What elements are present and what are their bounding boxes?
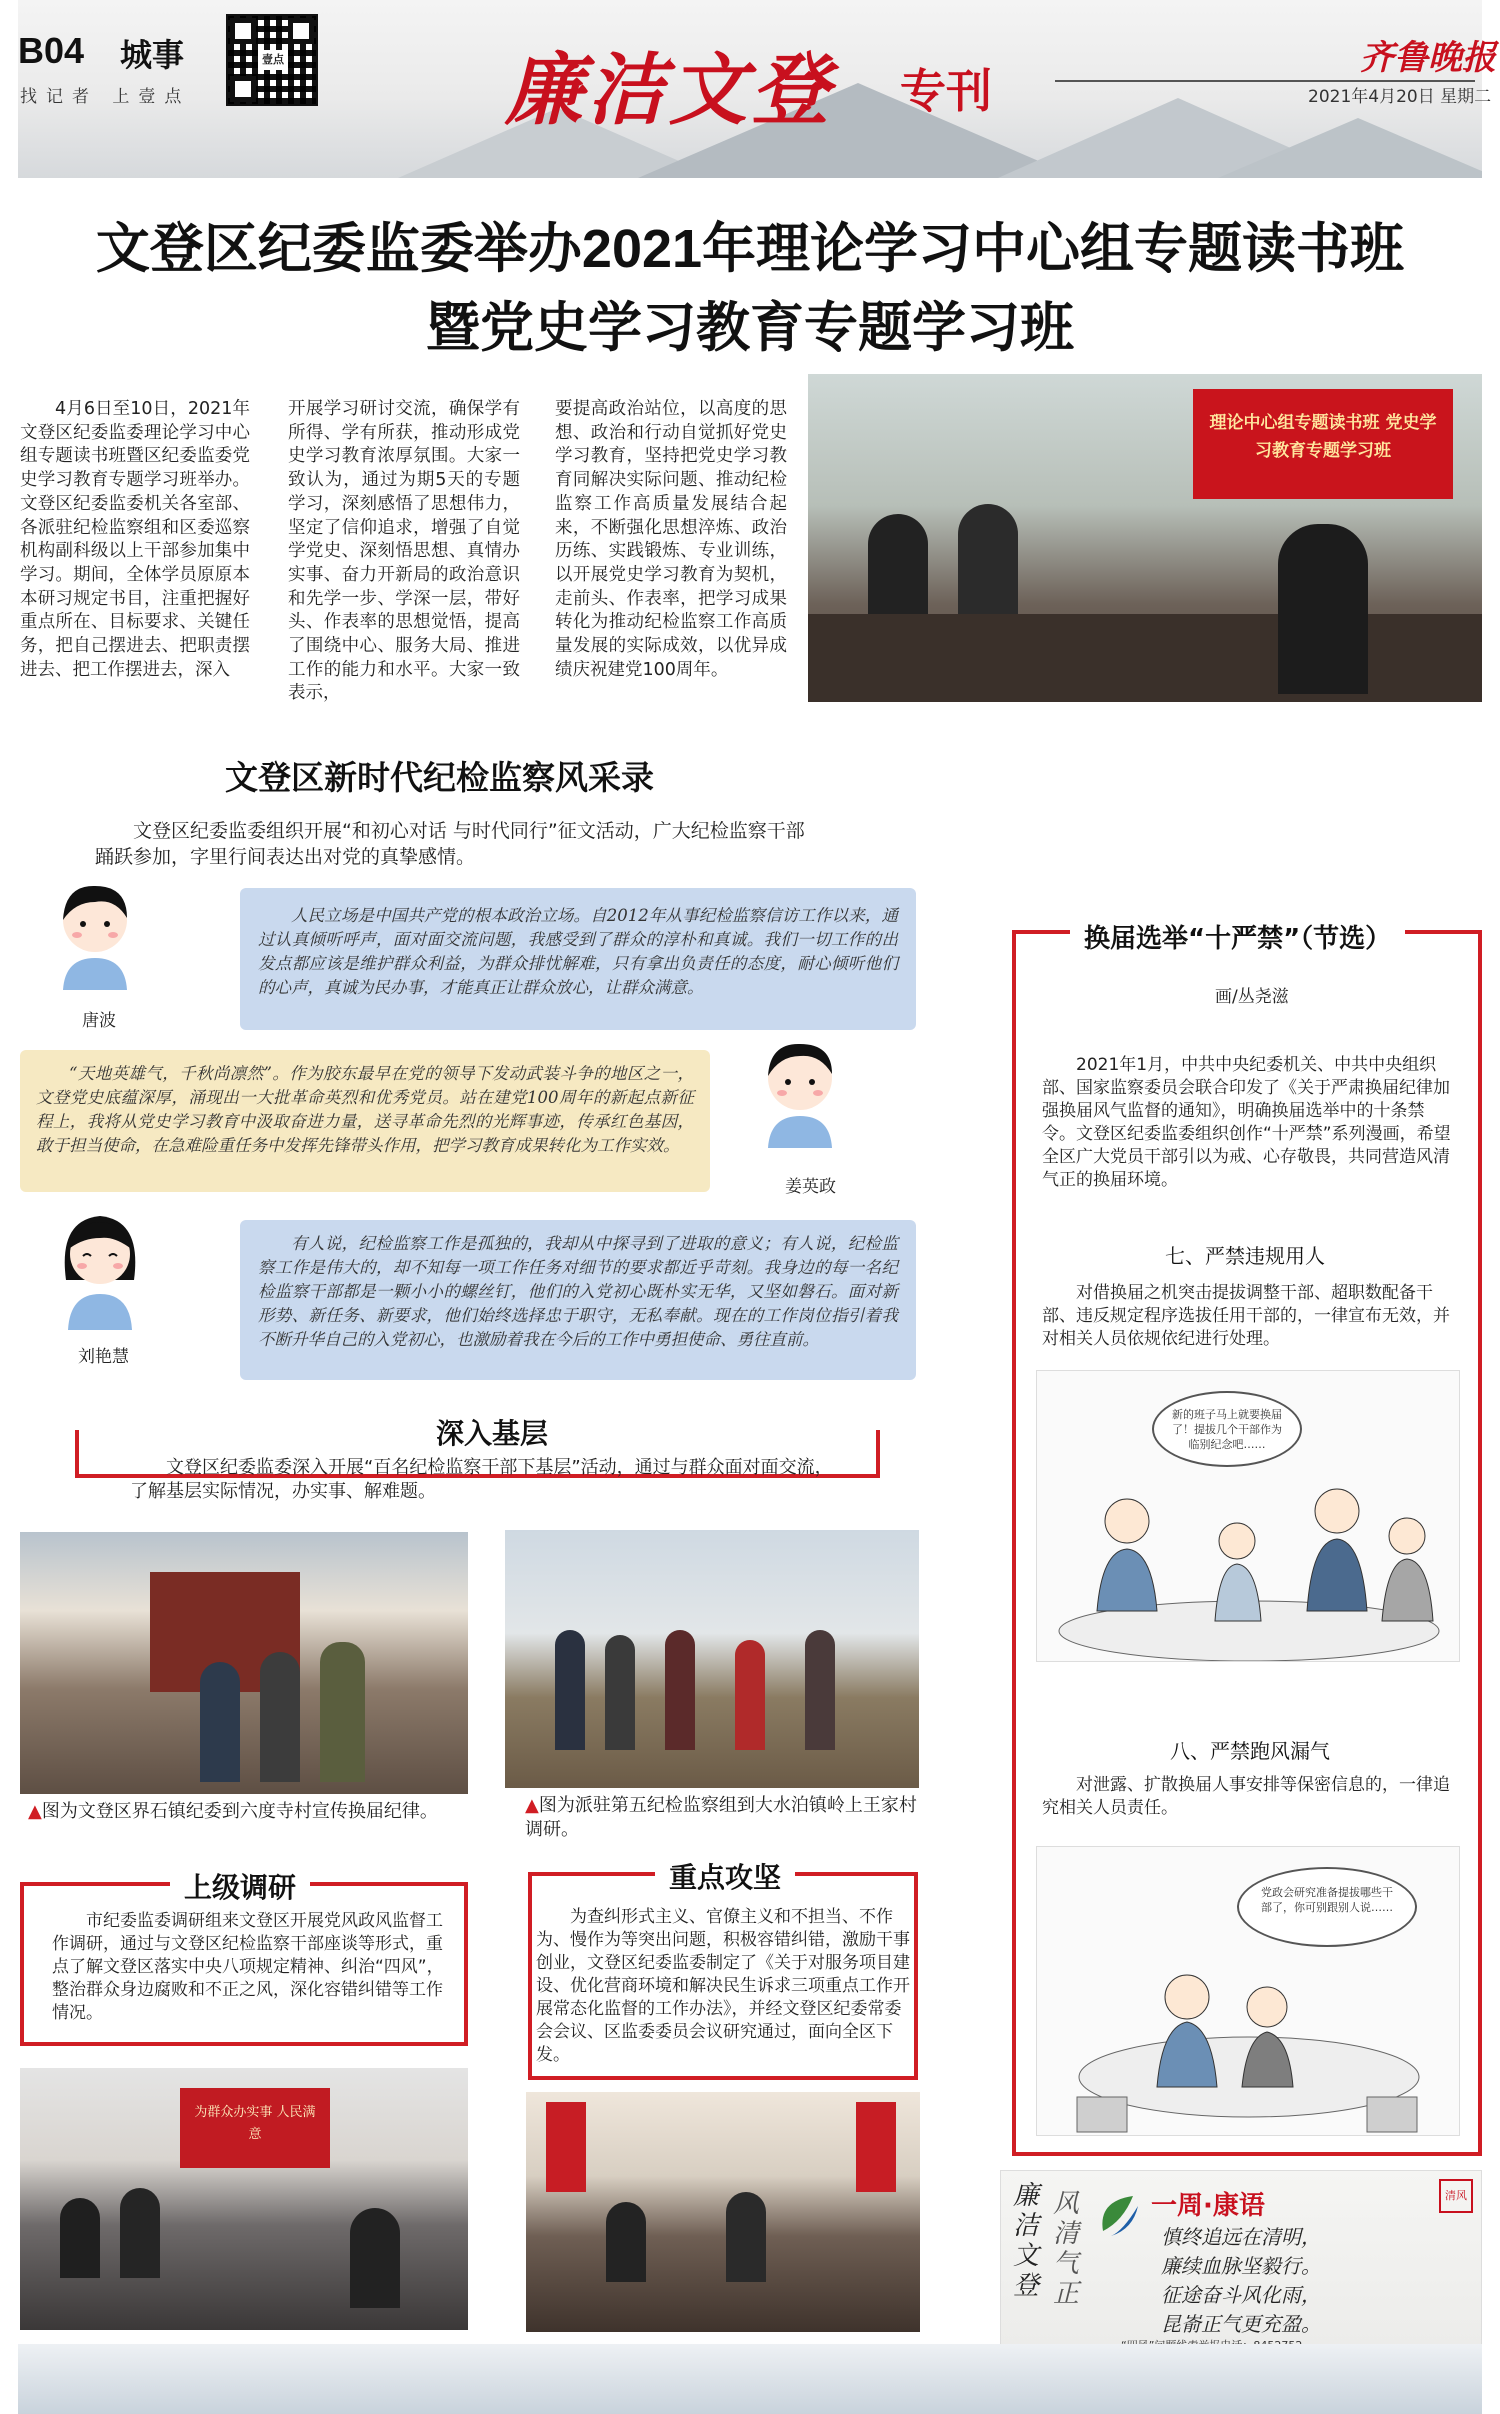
- qr-code[interactable]: [226, 14, 318, 106]
- weekly-calligraphy-1: 廉洁文登: [1013, 2181, 1040, 2301]
- grassroots-title: 深入基层: [420, 1412, 564, 1452]
- cartoon8-speech-bubble: 党政会研究准备提拔哪些干部了，你可别跟别人说……: [1237, 1867, 1417, 1947]
- item8-text: 对泄露、扩散换届人事安排等保密信息的，一律追究相关人员责任。: [1042, 1775, 1450, 1818]
- weekly-calligraphy-2: 风清气正: [1053, 2189, 1080, 2309]
- caption-photo-2-text: 图为派驻第五纪检监察组到大水泊镇岭上王家村调研。: [525, 1795, 917, 1840]
- section-name: 城事: [120, 36, 185, 74]
- grassroots-photo-2: [505, 1530, 919, 1788]
- cartoon8-drawing: [1037, 1927, 1461, 2137]
- study-session-photo: [808, 374, 1482, 702]
- person-name-jiangyingzheng: 姜英政: [785, 1177, 836, 1197]
- person-name-liuyanhui: 刘艳慧: [78, 1347, 129, 1367]
- poem-line-2: 廉续血脉坚毅行。: [1161, 2254, 1321, 2278]
- cartoon7-drawing: [1037, 1461, 1461, 1661]
- caption-photo-2: ▲图为派驻第五纪检监察组到大水泊镇岭上王家村调研。: [525, 1795, 917, 1840]
- article-column-3: 要提高政治站位，以高度的思想、政治和行动自觉抓好党史学习教育，坚持把党史学习教育同解决实际问题、推动纪检监察工作高质量发展结合起来，不断强化思想淬炼、政治历练、实践锻炼、专业训练，以开展党史学习教育为契机，走前头、作表率，把学习成果转化为推动纪检监察工作高质量发展的实际成效，以优异成绩庆祝建党100周年。: [555, 399, 787, 680]
- sidebar-intro: 2021年1月，中共中央纪委机关、中共中央组织部、国家监察委员会联合印发了《关于严肃换届纪律加强换届风气监督的通知》，明确换届选举中的十条禁令。文登区纪委监委组织创作“十严禁”系列漫画，希望全区广大党员干部引以为戒、心存敬畏，共同营造风清气正的换届环境。: [1042, 1055, 1451, 1190]
- leaf-logo-icon: [1093, 2191, 1143, 2241]
- avatar-jiangyingzheng: [760, 1038, 840, 1148]
- masthead-title: 廉洁文登: [505, 45, 834, 136]
- footer-background: [18, 2344, 1482, 2414]
- caption-photo-1-text: 图为文登区界石镇纪委到六度寺村宣传换届纪律。: [41, 1801, 438, 1822]
- caption-photo-1: ▲图为文登区界石镇纪委到六度寺村宣传换届纪律。: [28, 1801, 438, 1822]
- item7-title: 七、严禁违规用人: [1165, 1244, 1325, 1268]
- poem-line-4: 昆嵛正气更充盈。: [1161, 2312, 1321, 2336]
- tackle-title: 重点攻坚: [655, 1856, 795, 1896]
- quote-liuyanhui: 有人说，纪检监察工作是孤独的，我却从中探寻到了进取的意义；有人说，纪检监察工作是伟大的，却不知每一项工作任务对细节的要求都近乎苛刻。我身边的每一名纪检监察干部都是一颗小小的螺丝钉，他们的入党初心既朴实无华，又坚如磐石。面对新形势、新任务、新要求，他们始终选择忠于职守，无私奉献。现在的工作岗位指引着我不断升华自己的入党初心，也激励着我在今后的工作中勇担使命、勇往直前。: [240, 1220, 916, 1380]
- newspaper-brand: 齐鲁晚报: [1360, 38, 1496, 78]
- headline-line-2: 暨党史学习教育专题学习班: [426, 296, 1074, 359]
- item7-text: 对借换届之机突击提拔调整干部、超职数配备干部、违反规定程序选拔任用干部的，一律宣布无效，并对相关人员依规依纪进行处理。: [1042, 1283, 1450, 1349]
- cartoon-item7: [1036, 1370, 1460, 1662]
- cartoon7-speech-bubble: 新的班子马上就要换届了！提拔几个干部作为临别纪念吧……: [1152, 1391, 1302, 1467]
- avatar-liuyanhui: [58, 1210, 142, 1330]
- research-photo-banner: 为群众办实事 人民满意: [180, 2088, 330, 2168]
- person-name-tangbo: 唐波: [82, 1011, 116, 1031]
- weekly-poem: [1161, 2223, 1321, 2339]
- slogan: 找记者 上壹点: [20, 87, 191, 107]
- page-number: B04: [18, 30, 85, 71]
- poem-line-3: 征途奋斗风化雨，: [1161, 2283, 1321, 2307]
- article-column-2: 开展学习研讨交流，确保学有所得、学有所获，推动形成党史学习教育浓厚氛围。大家一致认为，通过为期5天的专题学习，深刻感悟了思想伟力，坚定了信仰追求，增强了自觉学党史、深刻悟思想、真情办实事、奋力开新局的政治意识和先学一步、学深一层，带好头、作表率的思想觉悟，提高了围绕中心、服务大局、推进工作的能力和水平。大家一致表示，: [288, 399, 520, 704]
- poem-line-1: 慎终追远在清明，: [1161, 2225, 1321, 2249]
- tackle-photo: [526, 2092, 920, 2332]
- weekly-seal: 清风: [1439, 2179, 1473, 2213]
- quote-tangbo: 人民立场是中国共产党的根本政治立场。自2012年从事纪检监察信访工作以来，通过认真倾听呼声，面对面交流问题，我感受到了群众的淳朴和真诚。我们一切工作的出发点都应该是维护群众利益，为群众排忧解难，只有拿出负责任的态度，耐心倾听他们的心声，真诚为民办事，才能真正让群众放心，让群众满意。: [240, 888, 916, 1030]
- issue-date: 2021年4月20日 星期二: [1308, 87, 1492, 107]
- photo-banner: 理论中心组专题读书班 党史学习教育专题学习班: [1193, 389, 1453, 499]
- sidebar-title: 换届选举“十严禁”（节选）: [1070, 918, 1405, 955]
- tackle-text: 为查纠形式主义、官僚主义和不担当、不作为、慢作为等突出问题，积极容错纠错，激励干事创业，文登区纪委监委制定了《关于对服务项目建设、优化营商环境和解决民生诉求三项重点工作开展常态化监督的工作办法》，并经文登区纪委常委会会议、区监委委员会议研究通过，面向全区下发。: [536, 1907, 910, 2065]
- feature-title: 文登区新时代纪检监察风采录: [225, 758, 654, 797]
- weekly-box: [1000, 2170, 1482, 2350]
- quote-jiangyingzheng: “天地英雄气，千秋尚凛然”。作为胶东最早在党的领导下发动武装斗争的地区之一，文登党史底蕴深厚，涌现出一大批革命英烈和优秀党员。站在建党100周年的新起点新征程上，我将从党史学习教育中汲取奋进力量，送寻革命先烈的光辉事迹，传承红色基因，敢于担当使命，在急难险重任务中发挥先锋带头作用，把学习教育成果转化为工作实效。: [20, 1050, 710, 1192]
- cartoon-item8: [1036, 1846, 1460, 2136]
- research-title: 上级调研: [170, 1866, 310, 1906]
- grassroots-text: 文登区纪委监委深入开展“百名纪检监察干部下基层”活动，通过与群众面对面交流，了解基层实际情况，办实事、解难题。: [130, 1457, 833, 1502]
- weekly-title: 一周·康语: [1151, 2191, 1265, 2221]
- article-column-1: 4月6日至10日，2021年文登区纪委监委理论学习中心组专题读书班暨区纪委监委党史学习教育专题学习班举办。文登区纪委监委机关各室部、各派驻纪检监察组和区委巡察机构副科级以上干部参加集中学习。期间，全体学员原原本本研习规定书目，注重把握好重点所在、目标要求、关键任务，把自己摆进去、把职责摆进去、把工作摆进去，深入: [20, 399, 250, 680]
- qr-label: 壹点: [258, 50, 288, 70]
- research-text: 市纪委监委调研组来文登区开展党风政风监督工作调研，通过与文登区纪检监察干部座谈等形式，重点了解文登区落实中央八项规定精神、纠治“四风”，整治群众身边腐败和不正之风，深化容错纠错等工作情况。: [52, 1911, 444, 2023]
- masthead-subtitle: 专刊: [900, 64, 992, 118]
- feature-lede: 文登区纪委监委组织开展“和初心对话 与时代同行”征文活动，广大纪检监察干部踊跃参加，字里行间表达出对党的真挚感情。: [95, 820, 805, 868]
- item8-title: 八、严禁跑风漏气: [1170, 1739, 1330, 1763]
- sidebar-byline: 画/丛尧滋: [1215, 987, 1289, 1007]
- research-photo: [20, 2068, 468, 2330]
- avatar-tangbo: [55, 880, 135, 990]
- grassroots-photo-1: [20, 1532, 468, 1794]
- headline-line-1: 文登区纪委监委举办2021年理论学习中心组专题读书班: [95, 219, 1405, 279]
